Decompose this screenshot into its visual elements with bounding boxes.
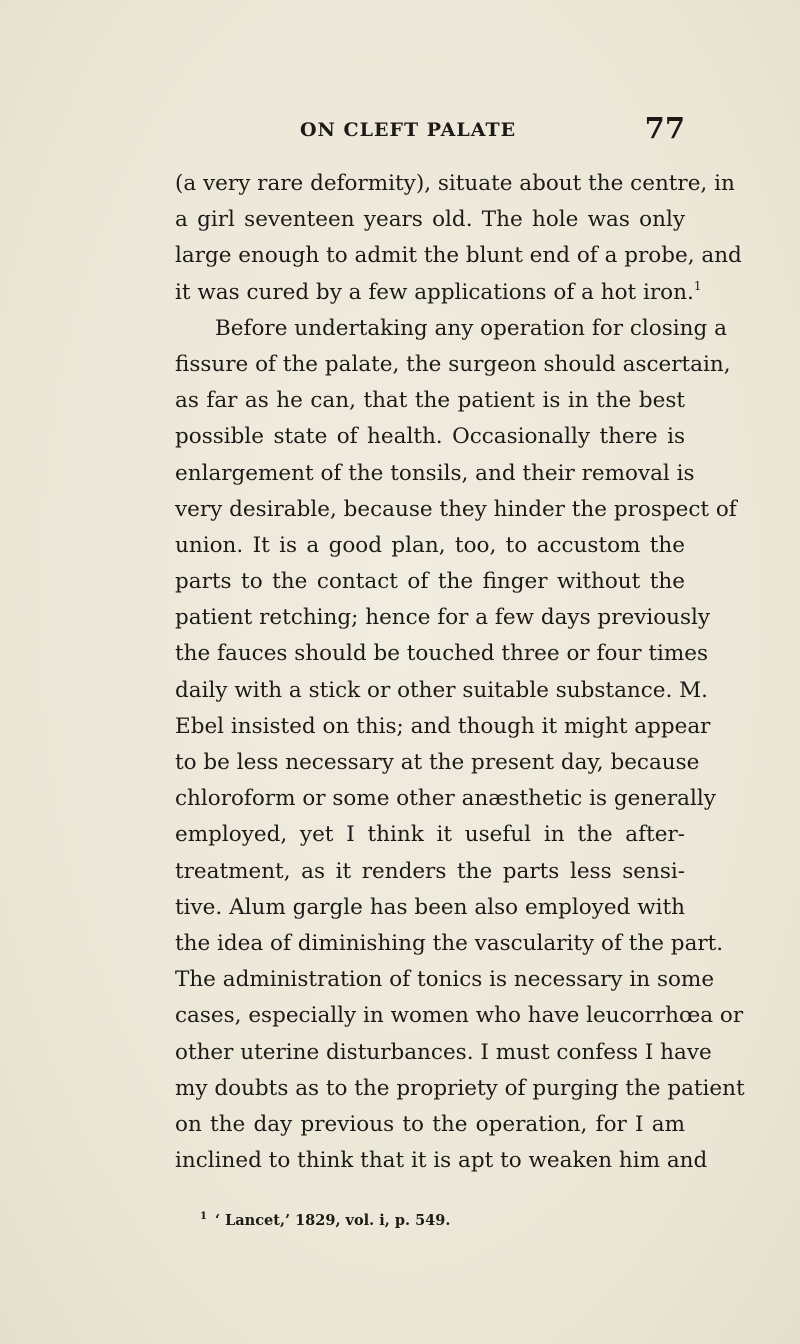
text-line: the idea of diminishing the vascularity of the part. xyxy=(175,930,724,956)
text-line: enlargement of the tonsils, and their removal is xyxy=(175,460,695,486)
footnote-marker: 1 xyxy=(200,1211,207,1222)
text-line: patient retching; hence for a few days previously xyxy=(175,605,711,631)
footnote xyxy=(200,1211,680,1229)
text-line: The administration of tonics is necessary in some xyxy=(175,967,715,993)
text-line: very desirable, because they hinder the prospect of xyxy=(175,496,737,522)
footnote-text: ‘ Lancet,’ 1829, vol. i, p. 549. xyxy=(214,1212,451,1229)
text-line: on the day previous to the operation, for I am xyxy=(175,1111,685,1137)
text-line: parts to the contact of the finger without the xyxy=(175,569,685,595)
body-text xyxy=(175,166,745,1179)
page-header xyxy=(175,111,685,147)
text-line: a girl seventeen years old. The hole was only xyxy=(175,207,685,233)
text-line: as far as he can, that the patient is in the best xyxy=(175,388,685,414)
text-line: to be less necessary at the present day, because xyxy=(175,750,700,775)
text-line: treatment, as it renders the parts less sensi- xyxy=(175,858,685,884)
text-line: inclined to think that it is apt to weaken him and xyxy=(175,1148,708,1174)
text-line: employed, yet I think it useful in the after- xyxy=(175,822,685,848)
text-line: fissure of the palate, the surgeon should ascertain, xyxy=(175,351,731,377)
text-line: chloroform or some other anæsthetic is generally xyxy=(175,786,716,812)
text-line: (a very rare deformity), situate about the centre, in xyxy=(175,171,735,196)
footnote-reference: 1 xyxy=(693,278,702,293)
text-line: my doubts as to the propriety of purging the patient xyxy=(175,1075,745,1101)
text-line: tive. Alum gargle has been also employed with xyxy=(175,894,685,920)
running-title: ON CLEFT PALATE xyxy=(300,119,517,141)
text-line: it was cured by a few applications of a hot iron.$^1$ xyxy=(175,278,702,305)
text-line: Ebel insisted on this; and though it might appear xyxy=(175,713,711,739)
text-line: large enough to admit the blunt end of a probe, and xyxy=(175,243,742,269)
text-line: union. It is a good plan, too, to accustom the xyxy=(175,532,685,558)
text-line: other uterine disturbances. I must confess I have xyxy=(175,1039,712,1065)
page-number: 77 xyxy=(644,111,685,145)
text-line: Before undertaking any operation for closing a xyxy=(215,315,727,341)
text-line: daily with a stick or other suitable substance. M. xyxy=(175,677,709,703)
text-line: the fauces should be touched three or four times xyxy=(175,641,709,667)
text-line: cases, especially in women who have leucorrhœa or xyxy=(175,1003,744,1029)
text-line: possible state of health. Occasionally there is xyxy=(175,424,685,450)
